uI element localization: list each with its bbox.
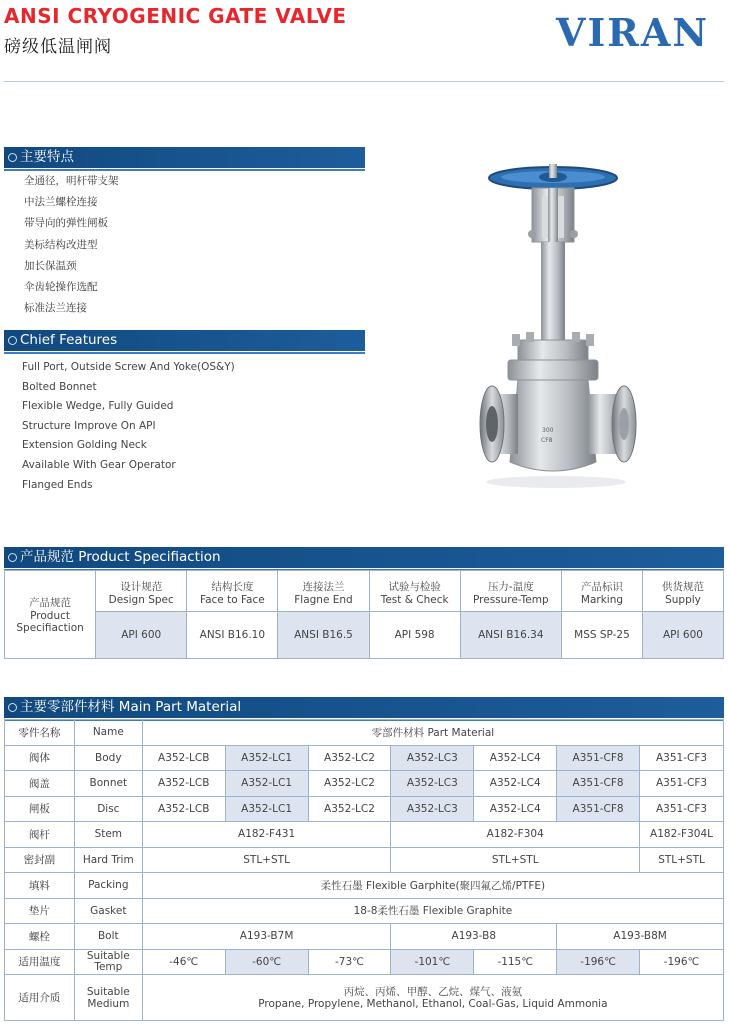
grade-cell: A182-F431 [142,822,391,848]
part-en: Packing [74,873,142,899]
spec-value: API 600 [96,612,187,659]
grade-cell: A352-LCB [142,771,225,797]
temp-cell: -46℃ [142,949,225,975]
grade-cell: A193-B8M [557,924,724,950]
part-en: Suitable Temp [74,949,142,975]
part-cn: 阀体 [5,745,75,771]
grade-cell: 18-8柔性石墨 Flexible Graphite [142,898,723,924]
svg-text:CF8: CF8 [541,437,553,444]
list-item: 全通径，明杆带支架 [24,175,119,187]
list-item: 标准法兰连接 [24,302,87,315]
grade-cell: A351-CF3 [640,771,724,797]
ring-icon [8,336,17,345]
table-row [5,924,724,950]
grade-cell: A351-CF8 [557,745,640,771]
temp-cell: -196℃ [557,949,640,975]
list-item: Structure Improve On API [22,419,156,432]
temp-cell: -60℃ [225,949,308,975]
product-spec-table [4,570,724,659]
grade-cell: A351-CF8 [557,771,640,797]
part-cn: 垫片 [5,898,75,924]
part-cn: 适用介质 [5,975,75,1021]
part-cn: 密封副 [5,847,75,873]
spec-col-flange: 连接法兰 Flagne End [278,571,369,612]
grade-cell: A352-LC4 [474,796,557,822]
grade-cell: A352-LCB [142,745,225,771]
part-cn: 适用温度 [5,949,75,975]
table-row [5,898,724,924]
section-bar-features-en [4,330,365,351]
grade-cell: A193-B7M [142,924,391,950]
grade-cell: A351-CF3 [640,796,724,822]
grade-cell: 柔性石墨 Flexible Garphite(聚四氟乙烯/PTFE) [142,873,723,899]
part-en: Bolt [74,924,142,950]
spec-value: ANSI B16.10 [187,612,278,659]
section-title: 产品规范 Product Specifiaction [20,549,221,565]
ring-icon [8,703,17,712]
grade-cell: A352-LC1 [225,745,308,771]
part-en: Bonnet [74,771,142,797]
header-en: Name [74,720,142,746]
grade-cell: A351-CF8 [557,796,640,822]
part-cn: 填料 [5,873,75,899]
grade-cell: A193-B8 [391,924,557,950]
section-bar-features-cn [4,147,365,168]
part-cn: 阀盖 [5,771,75,797]
section-title: 主要零部件材料 Main Part Material [20,699,242,715]
spec-value: API 600 [642,612,723,659]
grade-cell: STL+STL [640,847,724,873]
grade-cell: A352-LC2 [308,771,391,797]
spec-col-supply: 供货规范 Supply [642,571,723,612]
spec-col-pressure: 压力-温度 Pressure-Temp [460,571,561,612]
section-title: Chief Features [20,332,118,348]
spec-value: ANSI B16.34 [460,612,561,659]
list-item: 带导向的弹性闸板 [24,217,108,230]
temp-cell: -196℃ [640,949,724,975]
features-cn-list [24,171,119,319]
grade-cell: STL+STL [391,847,640,873]
spec-value: API 598 [369,612,460,659]
temp-cell: -115℃ [474,949,557,975]
header-material: 零部件材料 Part Material [142,720,723,746]
section-title: 主要特点 [20,149,74,165]
grade-cell: A352-LC3 [391,745,474,771]
medium-cell: 丙烷、丙烯、甲醇、乙烷、煤气、液氨 Propane, Propylene, Methanol, Ethanol, Coal-Gas, Liquid Ammonia [142,975,723,1021]
grade-cell: A351-CF3 [640,745,724,771]
grade-cell: A352-LC3 [391,771,474,797]
list-item: Flanged Ends [22,478,93,491]
grade-cell: A182-F304L [640,822,724,848]
table-row [5,745,724,771]
gate-valve-image [478,162,658,502]
table-row [5,796,724,822]
spec-value: ANSI B16.5 [278,612,369,659]
list-item: 中法兰螺栓连接 [24,196,98,209]
spec-row-label: 产品规范 Product Specifiaction [5,571,96,659]
part-cn: 阀杆 [5,822,75,848]
list-item: 加长保温颈 [24,259,77,272]
part-cn: 闸板 [5,796,75,822]
grade-cell: A352-LC2 [308,796,391,822]
part-en: Gasket [74,898,142,924]
table-row [5,771,724,797]
part-en: Suitable Medium [74,975,142,1021]
part-en: Body [74,745,142,771]
list-item: Flexible Wedge, Fully Guided [22,400,174,413]
temp-cell: -73℃ [308,949,391,975]
ring-icon [8,153,17,162]
grade-cell: A352-LC3 [391,796,474,822]
table-row [5,847,724,873]
table-row [5,975,724,1021]
spec-value: MSS SP-25 [561,612,642,659]
grade-cell: STL+STL [142,847,391,873]
ring-icon [8,553,17,562]
grade-cell: A352-LC4 [474,771,557,797]
list-item: Available With Gear Operator [22,458,176,471]
header-divider [4,81,724,82]
temp-cell: -101℃ [391,949,474,975]
page-title: ANSI CRYOGENIC GATE VALVE [4,4,347,28]
section-bar-product-spec [4,547,724,568]
list-item: Extension Golding Neck [22,439,147,452]
list-item: Bolted Bonnet [22,380,97,393]
svg-text:300: 300 [542,427,554,434]
spec-col-marking: 产品标识 Marking [561,571,642,612]
grade-cell: A352-LCB [142,796,225,822]
section-bar-materials [4,697,724,718]
table-row [5,949,724,975]
features-en-list [22,358,235,495]
list-item: 伞齿轮操作选配 [24,280,98,293]
part-cn: 螺栓 [5,924,75,950]
grade-cell: A352-LC1 [225,771,308,797]
list-item: 美标结构改进型 [24,238,98,251]
list-item: Full Port, Outside Screw And Yoke(OS&Y) [22,361,235,373]
spec-col-face: 结构长度 Face to Face [187,571,278,612]
grade-cell: A182-F304 [391,822,640,848]
grade-cell: A352-LC1 [225,796,308,822]
part-en: Hard Trim [74,847,142,873]
grade-cell: A352-LC2 [308,745,391,771]
table-row [5,873,724,899]
part-en: Stem [74,822,142,848]
table-row [5,822,724,848]
page-subtitle-cn: 磅级低温闸阀 [4,37,112,57]
spec-col-test: 试验与检验 Test & Check [369,571,460,612]
spec-col-design: 设计规范 Design Spec [96,571,187,612]
part-en: Disc [74,796,142,822]
material-table [4,719,724,1021]
header-cn: 零件名称 [5,720,75,746]
grade-cell: A352-LC4 [474,745,557,771]
brand-logo: VIRAN [556,10,710,55]
